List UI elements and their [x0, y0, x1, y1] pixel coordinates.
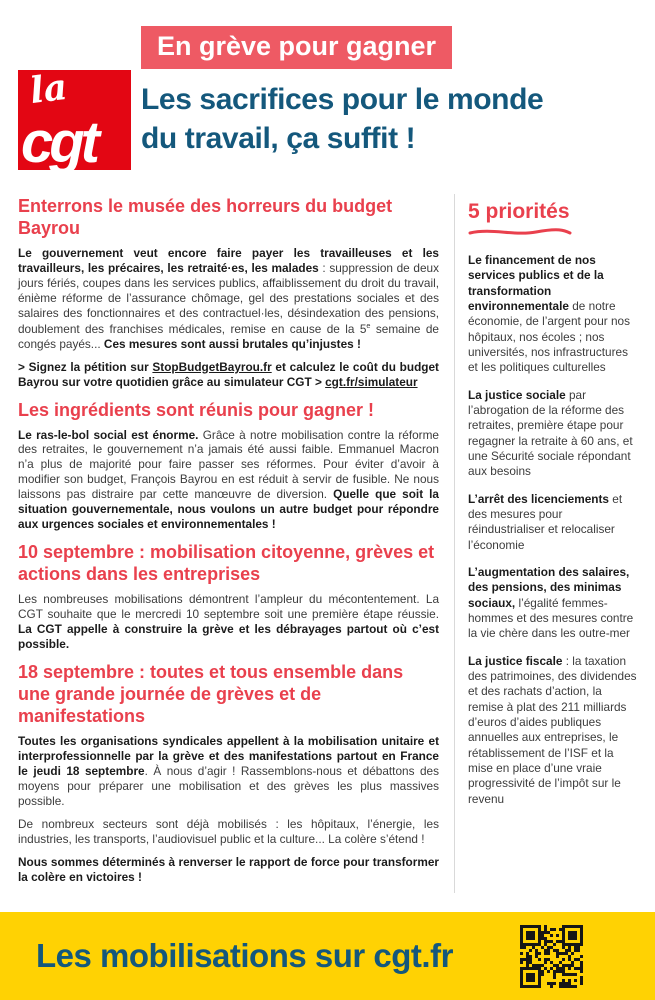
section-heading-budget: Enterrons le musée des horreurs du budget Bayrou — [18, 196, 393, 238]
text-segment: e — [366, 320, 371, 330]
text-segment: L’augmentation des salaires, des pensions, des minimas sociaux, — [468, 564, 630, 610]
paragraph-conclusion — [18, 855, 439, 885]
title-line-2: du travail, ça suffit ! — [141, 122, 416, 155]
sidebar-title: 5 priorités — [468, 200, 570, 223]
section-18-septembre — [18, 662, 439, 885]
text-segment: Le financement de nos services publics et de la transformation environnementale — [468, 253, 604, 313]
text-segment: Le ras-le-bol social est énorme. — [18, 427, 199, 442]
logo-cgt-text: cgt — [21, 110, 96, 175]
priority-item-licenciements — [468, 492, 637, 553]
qr-module — [580, 985, 583, 988]
paragraph-18-septembre — [18, 734, 439, 809]
paragraph-budget — [18, 246, 439, 352]
priority-item-salaires — [468, 565, 637, 642]
text-segment: Nous sommes déterminés à renverser le rapport de force pour transformer la colère en victoires ! — [18, 854, 439, 884]
text-segment: semaine de congés payés... — [18, 321, 439, 351]
link[interactable]: cgt.fr/simulateur — [325, 374, 418, 389]
text-segment: . À nous d’agir ! Rassemblons-nous et débattons des moyens pour préparer une mobilisation et des grèves les plus massives possible. — [18, 763, 439, 808]
paragraph-ingredients — [18, 428, 439, 533]
text-segment: Les nombreuses mobilisations démontrent l’ampleur du mécontentement. La CGT souhaite que le mercredi 10 septembre soit une première étape réussie. — [18, 592, 439, 622]
link[interactable]: StopBudgetBayrou.fr — [152, 359, 272, 374]
section-heading-18-septembre: 18 septembre : toutes et tous ensemble dans une grande journée de grèves et de manifestations — [18, 662, 404, 726]
paragraph-10-septembre — [18, 592, 439, 652]
text-segment: De nombreux secteurs sont déjà mobilisés : les hôpitaux, l’énergie, les industries, les transports, l’audiovisuel public et la culture... La colère s’étend ! — [18, 816, 439, 846]
text-segment: La CGT appelle à construire la grève et les débrayages partout où c’est possible. — [18, 622, 439, 652]
section-ingredients — [18, 400, 439, 533]
section-10-septembre — [18, 542, 439, 652]
section-heading-ingredients: Les ingrédients sont réunis pour gagner ! — [18, 399, 375, 420]
footer-banner — [0, 912, 655, 1000]
footer-text: Les mobilisations sur cgt.fr — [36, 937, 453, 974]
priority-item-financement — [468, 253, 637, 376]
logo-la-text: la — [27, 65, 70, 113]
page-title — [141, 80, 543, 158]
text-segment: L’arrêt des licenciements — [468, 491, 609, 506]
title-line-1: Les sacrifices pour le monde — [141, 83, 544, 116]
qr-code — [520, 925, 583, 988]
text-segment: par l’abrogation de la réforme des retraites, première étape pour regagner la retraite à 60 ans, et une Sécurité sociale répondant aux besoins — [468, 387, 633, 479]
text-segment: > Signez la pétition sur — [18, 359, 153, 374]
priority-item-justice-fiscale — [468, 654, 637, 807]
section-heading-10-septembre: 10 septembre : mobilisation citoyenne, grèves et actions dans les entreprises — [18, 542, 435, 585]
article-column — [18, 194, 454, 893]
cgt-logo — [18, 65, 131, 175]
text-segment: La justice sociale — [468, 387, 566, 402]
strike-banner: En grève pour gagner — [141, 26, 452, 69]
paragraph-secteurs-mobilises — [18, 817, 439, 847]
section-budget-bayrou — [18, 196, 439, 390]
text-segment: Le gouvernement veut encore faire payer les travailleuses et les travailleurs, les précaires, les retraité·es, les malades — [18, 245, 439, 275]
text-segment: et des mesures pour réindustrialiser et relocaliser l’économie — [468, 491, 623, 552]
priorities-sidebar — [454, 194, 637, 893]
text-segment: Grâce à notre mobilisation contre la réforme des retraites, le gouvernement n’a jamais été aussi faible. Emmanuel Macron n’a plus de majorité pour faire passer ses réformes. Pour éviter d’avoir à modifier son budget, François Bayrou en est réduit à servir de fusible. Ne nous laissons pas distraire par cette manœuvre de diversion. — [18, 427, 439, 502]
underline-stroke-path — [470, 230, 570, 233]
text-segment: et calculez le coût du budget Bayrou sur votre quotidien grâce au simulateur CGT > — [18, 359, 439, 389]
text-segment: Quelle que soit la situation gouvernementale, nous voulons un autre budget pour répondre aux urgences sociales et environnementales ! — [18, 487, 439, 532]
text-segment: La justice fiscale — [468, 653, 563, 668]
underline-stroke-icon — [468, 227, 572, 237]
priority-item-justice-sociale — [468, 388, 637, 480]
text-segment: Toutes les organisations syndicales appellent à la mobilisation unitaire et interprofessionnelle par la grève et des manifestations partout en France le jeudi 18 septembre — [18, 733, 439, 778]
paragraph-petition — [18, 360, 439, 390]
text-segment: l’égalité femmes-hommes et des mesures contre la vie chère dans les outre-mer — [468, 595, 634, 641]
text-segment: : suppression de deux jours fériés, coupes dans les services publics, affaiblissement du droit du travail, énième réforme de l’assurance chômage, gel des prestations sociales et des salaires des fonctionnaires et des contractuel·les, désindexation des pensions, doublement des franchises médicales, remise en cause de la 5 — [18, 260, 439, 336]
text-segment: : la taxation des patrimoines, des dividendes et des rachats d’action, la remise à plat des 211 milliards d’euros d’aides publiques annuelles aux entreprises, le rétablissement de l’ISF et la mise en place d’une vraie progressivité de l’impôt sur le revenu — [468, 653, 637, 806]
main-content — [18, 194, 637, 893]
text-segment: Ces mesures sont aussi brutales qu’injustes ! — [103, 336, 361, 351]
text-segment: de notre économie, de l’argent pour nos hôpitaux, nos écoles ; nos universités, nos infrastructures et les politiques culturelles — [468, 298, 630, 375]
